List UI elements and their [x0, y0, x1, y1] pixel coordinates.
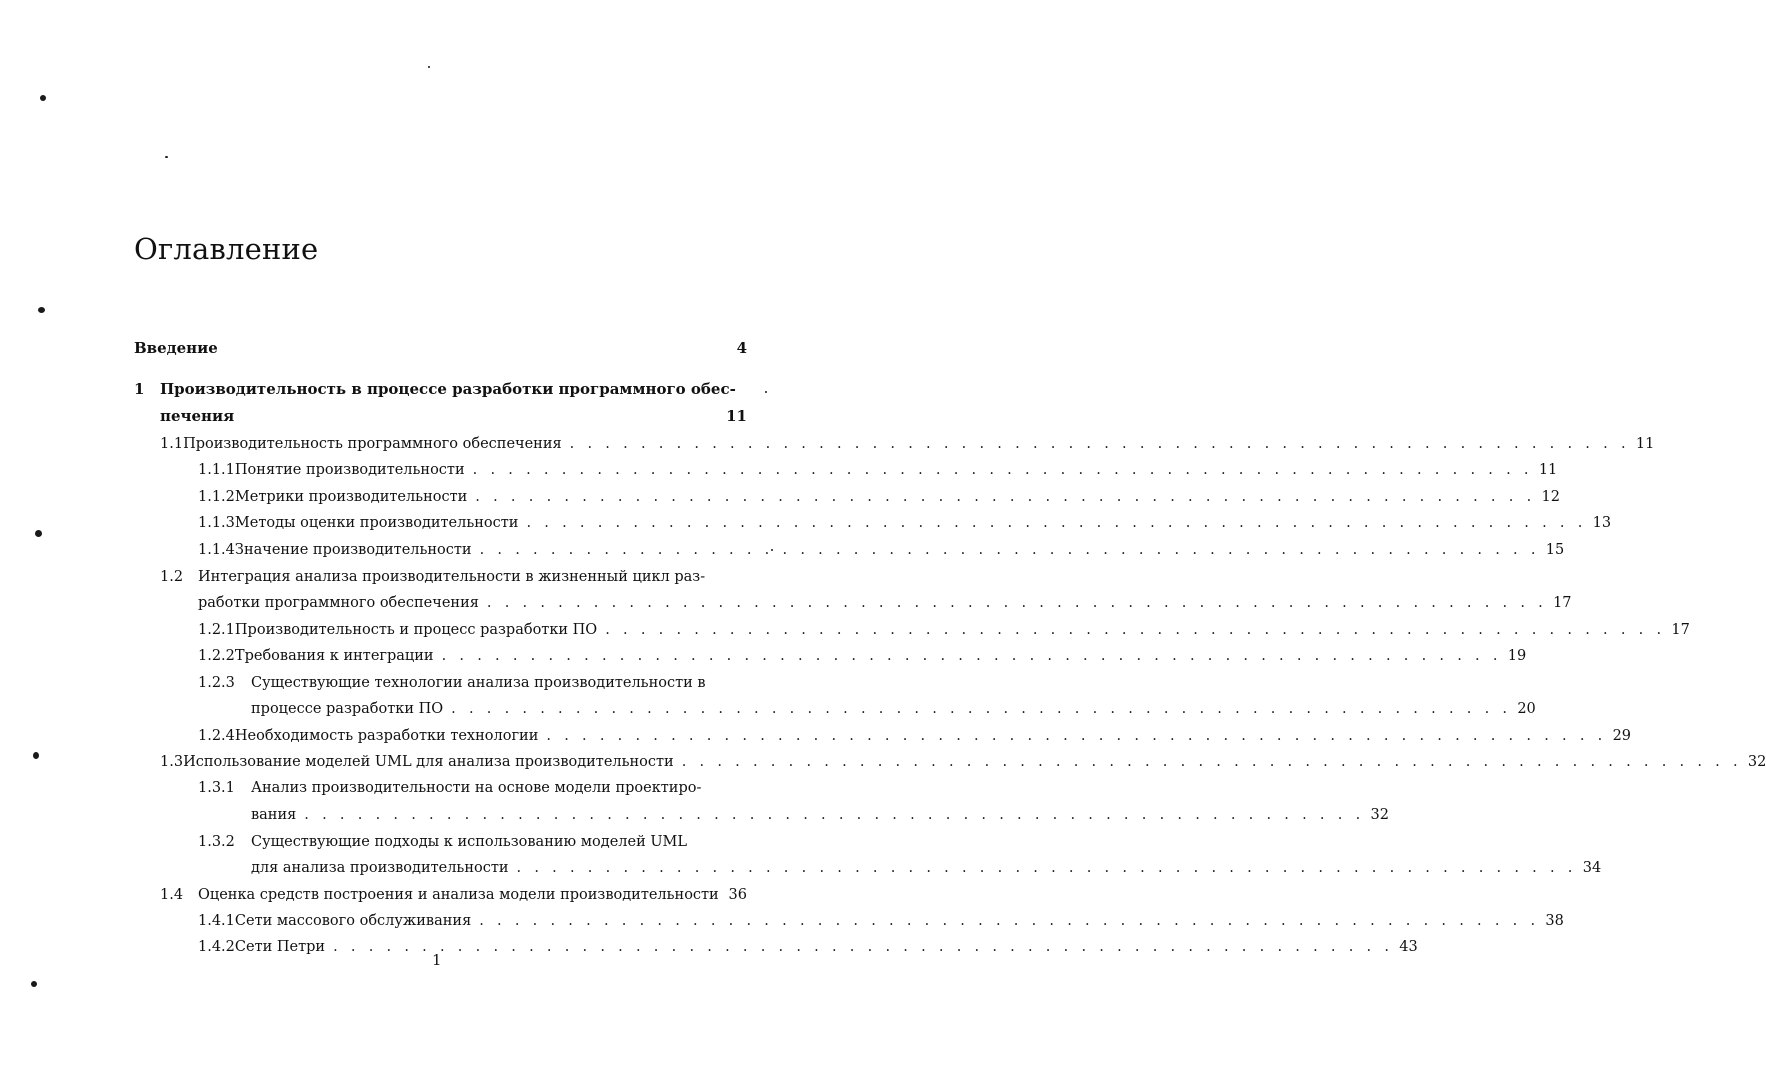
scan-speck: [38, 307, 45, 313]
toc-entry-page: 34: [1582, 860, 1602, 876]
toc-entry-page: 11: [1538, 462, 1558, 478]
toc-entry-1-3-1-cont[interactable]: [251, 804, 1389, 826]
toc-entry-page: 13: [1592, 515, 1612, 531]
toc-leader-dots: [570, 433, 1630, 455]
toc-entry-1-1-1[interactable]: [198, 459, 1558, 481]
toc-entry-page: 17: [1553, 595, 1572, 611]
toc-entry-page: 15: [1545, 542, 1565, 558]
toc-leader-dots: [451, 698, 1511, 720]
toc-entry-title: Введение: [134, 339, 218, 357]
toc-entry-page: 38: [1545, 913, 1564, 929]
toc-entry-title-line1: Анализ производительности на основе модели проектиро-: [251, 780, 702, 796]
toc-entry-1-1-2[interactable]: [198, 486, 1560, 508]
toc-entry-number: 1.4: [160, 887, 184, 903]
toc-entry-number: 1: [134, 380, 145, 398]
toc-entry-1-2-4[interactable]: [198, 725, 1632, 747]
scan-speck: [31, 981, 37, 987]
toc-entry-title: Требования к интеграции: [234, 648, 434, 664]
toc-entry-page: 12: [1541, 489, 1560, 505]
scan-speck: [765, 391, 767, 393]
toc-leader-dots: [487, 592, 1547, 614]
toc-entry-title: Понятие производительности: [234, 462, 465, 478]
toc-entry-title: Сети массового обслуживания: [234, 913, 472, 929]
scan-speck: [35, 530, 42, 537]
toc-entry-title: Оценка средств построения и анализа модели производительности: [198, 887, 719, 903]
scan-speck: [40, 95, 46, 101]
toc-entry-number: 1.3: [160, 754, 184, 770]
toc-entry-title-line1: Производительность в процессе разработки программного обес-: [160, 380, 736, 398]
page-title: Оглавление: [134, 232, 319, 266]
toc-entry-1-3-1[interactable]: [198, 777, 747, 799]
toc-entry-1-3-2-cont[interactable]: [251, 857, 1602, 879]
toc-entry-page: 4: [736, 339, 747, 357]
toc-entry-title: Использование моделей UML для анализа производительности: [183, 754, 674, 770]
scan-speck: [33, 752, 39, 759]
toc-entry-title-line2: процессе разработки ПО: [251, 701, 444, 717]
toc-entry-number: 1.2: [160, 569, 184, 585]
toc-leader-dots: [473, 459, 1533, 481]
toc-leader-dots: [526, 512, 1586, 534]
toc-entry-title: Метрики производительности: [234, 489, 468, 505]
toc-leader-dots: [479, 910, 1539, 932]
toc-entry-page: 20: [1517, 701, 1536, 717]
page-number-footer: 1: [432, 951, 442, 969]
toc-entry-title: Методы оценки производительности: [234, 515, 519, 531]
toc-entry-chapter-1[interactable]: [134, 378, 747, 400]
toc-entry-1-1[interactable]: [160, 433, 1655, 455]
scan-speck: [165, 156, 168, 158]
toc-leader-dots: [475, 486, 1535, 508]
toc-entry-1-2[interactable]: [160, 566, 747, 588]
toc-entry-title-line2: вания: [251, 807, 297, 823]
toc-entry-title: Значение производительности: [234, 542, 472, 558]
toc-entry-introduction[interactable]: [134, 337, 747, 359]
toc-entry-number: 1.4.1: [198, 913, 235, 929]
toc-entry-number: 1.1.4: [198, 542, 235, 558]
toc-entry-1-1-3[interactable]: [198, 512, 1612, 534]
toc-entry-number: 1.2.4: [198, 728, 235, 744]
toc-leader-dots: [304, 804, 1364, 826]
toc-entry-title-line1: Существующие технологии анализа производительности в: [251, 675, 706, 691]
toc-entry-number: 1.1.2: [198, 489, 235, 505]
toc-leader-dots: [682, 751, 1742, 773]
toc-entry-title-line2: для анализа производительности: [251, 860, 509, 876]
toc-entry-page: 32: [1370, 807, 1389, 823]
toc-entry-number: 1.2.2: [198, 648, 235, 664]
toc-leader-dots: [333, 936, 1393, 958]
toc-leader-dots: [480, 539, 1540, 561]
toc-entry-number: 1.1: [160, 436, 184, 452]
toc-entry-1-2-cont[interactable]: [198, 592, 1572, 614]
toc-entry-number: 1.1.1: [198, 462, 235, 478]
toc-entry-title: Необходимость разработки технологии: [234, 728, 539, 744]
toc-entry-page: 36: [728, 887, 747, 903]
toc-leader-dots: [546, 725, 1606, 747]
toc-entry-1-3[interactable]: [160, 751, 1766, 773]
toc-entry-title-line2: работки программного обеспечения: [198, 595, 479, 611]
toc-entry-number: 1.2.3: [198, 675, 235, 691]
toc-entry-page: 19: [1507, 648, 1527, 664]
toc-entry-1-4[interactable]: [160, 884, 747, 906]
toc-leader-dots: [517, 857, 1577, 879]
toc-entry-1-2-3[interactable]: [198, 672, 747, 694]
toc-entry-page: 17: [1671, 622, 1690, 638]
toc-entry-title-line1: Интеграция анализа производительности в жизненный цикл раз-: [198, 569, 706, 585]
toc-leader-dots: [605, 619, 1665, 641]
toc-entry-page: 29: [1612, 728, 1632, 744]
toc-entry-title-line1: Существующие подходы к использованию моделей UML: [251, 834, 688, 850]
toc-entry-1-3-2[interactable]: [198, 831, 747, 853]
toc-entry-1-1-4[interactable]: [198, 539, 1565, 561]
toc-entry-page: 32: [1747, 754, 1766, 770]
toc-entry-title-line2: печения: [160, 407, 235, 425]
toc-entry-page: 43: [1399, 939, 1418, 955]
toc-entry-1-4-2[interactable]: [198, 936, 1418, 958]
toc-entry-chapter-1-cont[interactable]: [160, 405, 747, 427]
toc-entry-page: 11: [726, 407, 747, 425]
toc-entry-page: 11: [1635, 436, 1655, 452]
toc-entry-number: 1.3.2: [198, 834, 235, 850]
toc-entry-1-2-2[interactable]: [198, 645, 1527, 667]
scan-speck: [771, 549, 773, 551]
toc-leader-dots: [442, 645, 1502, 667]
toc-entry-1-4-1[interactable]: [198, 910, 1564, 932]
toc-entry-number: 1.1.3: [198, 515, 235, 531]
toc-entry-1-2-1[interactable]: [198, 619, 1690, 641]
toc-entry-number: 1.3.1: [198, 780, 235, 796]
toc-entry-title: Производительность программного обеспечения: [183, 436, 562, 452]
toc-entry-title: Производительность и процесс разработки ПО: [234, 622, 598, 638]
toc-entry-title: Сети Петри: [234, 939, 326, 955]
toc-entry-number: 1.4.2: [198, 939, 235, 955]
toc-entry-number: 1.2.1: [198, 622, 235, 638]
scan-speck: [428, 66, 430, 68]
toc-entry-1-2-3-cont[interactable]: [251, 698, 1536, 720]
